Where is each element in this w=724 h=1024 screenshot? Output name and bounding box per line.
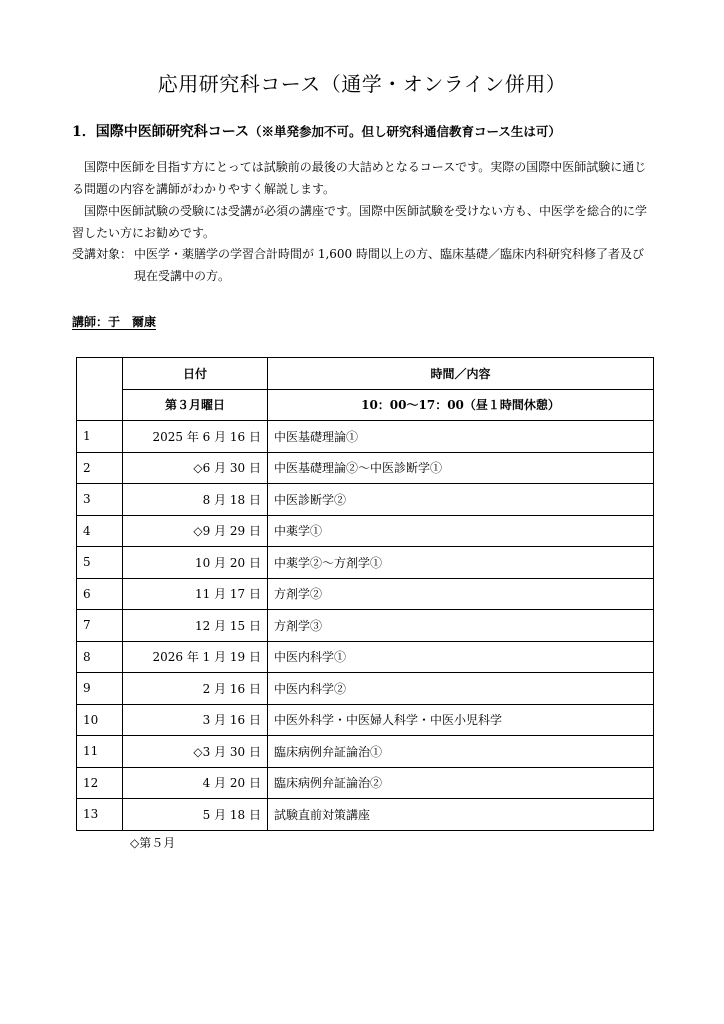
row-number: 8 — [77, 641, 123, 673]
row-date: 11 月 17 日 — [123, 578, 268, 610]
header-content-sub: 10：00～17：00（昼１時間休憩） — [268, 389, 654, 421]
row-number: 13 — [77, 799, 123, 831]
row-date: 10 月 20 日 — [123, 547, 268, 579]
row-content: 中薬学②～方剤学① — [268, 547, 654, 579]
target-audience — [72, 243, 652, 287]
footnote: ◇第５月 — [130, 836, 176, 850]
target-audience-label: 受講対象： — [72, 247, 133, 261]
row-number: 4 — [77, 515, 123, 547]
row-date: ◇9 月 29 日 — [123, 515, 268, 547]
row-date: 2 月 16 日 — [123, 673, 268, 705]
row-date: ◇6 月 30 日 — [123, 452, 268, 484]
table-header-row — [77, 358, 654, 390]
table-row — [77, 578, 654, 610]
row-content: 中医基礎理論②～中医診断学① — [268, 452, 654, 484]
row-date: 2025 年 6 月 16 日 — [123, 421, 268, 453]
row-date: 12 月 15 日 — [123, 610, 268, 642]
intro-paragraph-2: 国際中医師試験の受験には受講が必須の講座です。国際中医師試験を受けない方も、中医学を総合的に学習したい方にお勧めです。 — [72, 204, 648, 240]
schedule-table — [76, 357, 654, 831]
row-number: 6 — [77, 578, 123, 610]
row-content: 中医内科学① — [268, 641, 654, 673]
section-heading-note: （※単発参加不可。但し研究科通信教育コース生は可） — [249, 124, 561, 139]
table-row — [77, 799, 654, 831]
row-content: 臨床病例弁証論治① — [268, 736, 654, 768]
row-content: 中医外科学・中医婦人科学・中医小児科学 — [268, 704, 654, 736]
table-row — [77, 515, 654, 547]
table-row — [77, 736, 654, 768]
row-date: 2026 年 1 月 19 日 — [123, 641, 268, 673]
table-row — [77, 673, 654, 705]
row-date: 3 月 16 日 — [123, 704, 268, 736]
row-content: 中医診断学② — [268, 484, 654, 516]
table-row — [77, 484, 654, 516]
intro-paragraph-1: 国際中医師を目指す方にとっては試験前の最後の大詰めとなるコースです。実際の国際中医師試験に通じる問題の内容を講師がわかりやすく解説します。 — [72, 160, 647, 196]
table-row — [77, 421, 654, 453]
row-content: 臨床病例弁証論治② — [268, 767, 654, 799]
row-number: 1 — [77, 421, 123, 453]
row-number: 5 — [77, 547, 123, 579]
header-content: 時間／内容 — [268, 358, 654, 390]
table-row — [77, 767, 654, 799]
table-row — [77, 610, 654, 642]
row-content: 中薬学① — [268, 515, 654, 547]
table-row — [77, 452, 654, 484]
row-number: 7 — [77, 610, 123, 642]
header-date: 日付 — [123, 358, 268, 390]
section-heading — [72, 121, 561, 141]
row-content: 方剤学③ — [268, 610, 654, 642]
lecturer-line: 講師：于 爾康 — [72, 315, 157, 329]
row-content: 中医基礎理論① — [268, 421, 654, 453]
table-row — [77, 641, 654, 673]
table-subheader-row — [77, 389, 654, 421]
row-content: 中医内科学② — [268, 673, 654, 705]
row-content: 方剤学② — [268, 578, 654, 610]
document-title: 応用研究科コース（通学・オンライン併用） — [157, 72, 567, 96]
target-audience-text: 中医学・薬膳学の学習合計時間が 1,600 時間以上の方、臨床基礎／臨床内科研究科修了者及び現在受講中の方。 — [134, 247, 644, 283]
table-row — [77, 704, 654, 736]
row-number: 11 — [77, 736, 123, 768]
row-content: 試験直前対策講座 — [268, 799, 654, 831]
row-date: ◇3 月 30 日 — [123, 736, 268, 768]
table-row — [77, 547, 654, 579]
section-heading-text: 1．国際中医師研究科コース — [72, 124, 250, 140]
row-date: 5 月 18 日 — [123, 799, 268, 831]
row-date: 8 月 18 日 — [123, 484, 268, 516]
row-number: 9 — [77, 673, 123, 705]
row-number: 12 — [77, 767, 123, 799]
row-number: 3 — [77, 484, 123, 516]
row-date: 4 月 20 日 — [123, 767, 268, 799]
header-date-sub: 第３月曜日 — [123, 389, 268, 421]
row-number: 10 — [77, 704, 123, 736]
row-number: 2 — [77, 452, 123, 484]
header-blank-cell — [77, 358, 123, 421]
